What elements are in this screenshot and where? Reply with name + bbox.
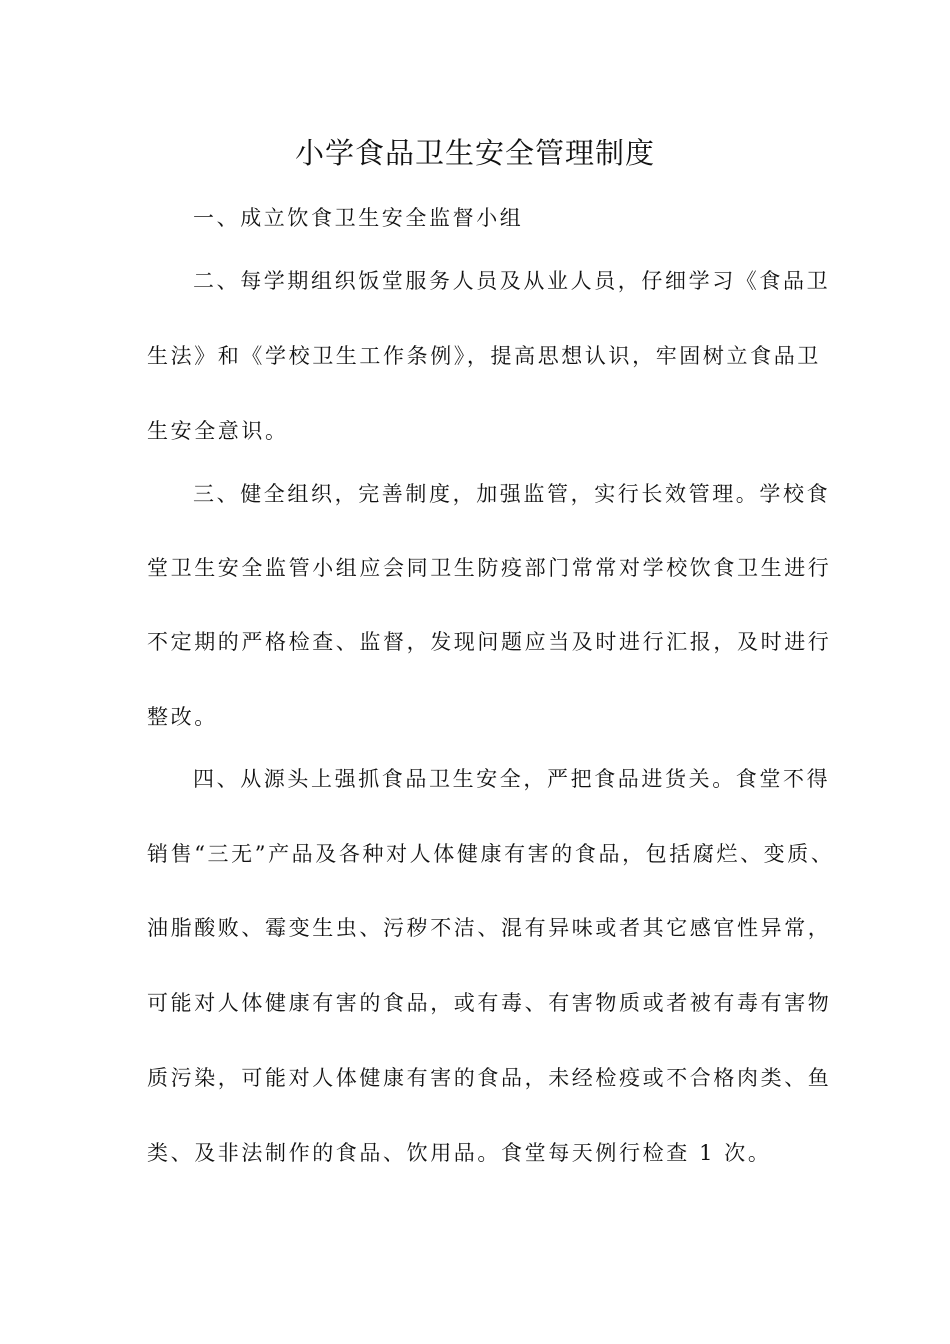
text-line: 生法》和《学校卫生工作条例》，提高思想认识，牢固树立食品卫 [147, 344, 821, 368]
text-line: 三、健全组织，完善制度，加强监管，实行长效管理。学校食 [193, 482, 831, 506]
text-line: 销售“三无”产品及各种对人体健康有害的食品，包括腐烂、变质、 [147, 842, 835, 866]
text-line: 油脂酸败、霉变生虫、污秽不洁、混有异味或者其它感官性异常， [147, 916, 832, 940]
text-line: 四、从源头上强抓食品卫生安全，严把食品进货关。食堂不得 [193, 767, 831, 791]
text-line: 生安全意识。 [147, 419, 289, 443]
text-line: 整改。 [147, 705, 218, 729]
text-line: 不定期的严格检查、监督，发现问题应当及时进行汇报，及时进行 [147, 630, 832, 654]
text-line: 类、及非法制作的食品、饮用品。食堂每天例行检查 1 次。 [147, 1141, 772, 1165]
text-line: 质污染，可能对人体健康有害的食品，未经检疫或不合格肉类、鱼 [147, 1066, 832, 1090]
text-line: 堂卫生安全监管小组应会同卫生防疫部门常常对学校饮食卫生进行 [147, 556, 832, 580]
text-line: 一、成立饮食卫生安全监督小组 [193, 206, 524, 230]
document-title: 小学食品卫生安全管理制度 [294, 136, 655, 170]
text-line: 可能对人体健康有害的食品，或有毒、有害物质或者被有毒有害物 [147, 991, 832, 1015]
text-line: 二、每学期组织饭堂服务人员及从业人员，仔细学习《食品卫 [193, 269, 831, 293]
